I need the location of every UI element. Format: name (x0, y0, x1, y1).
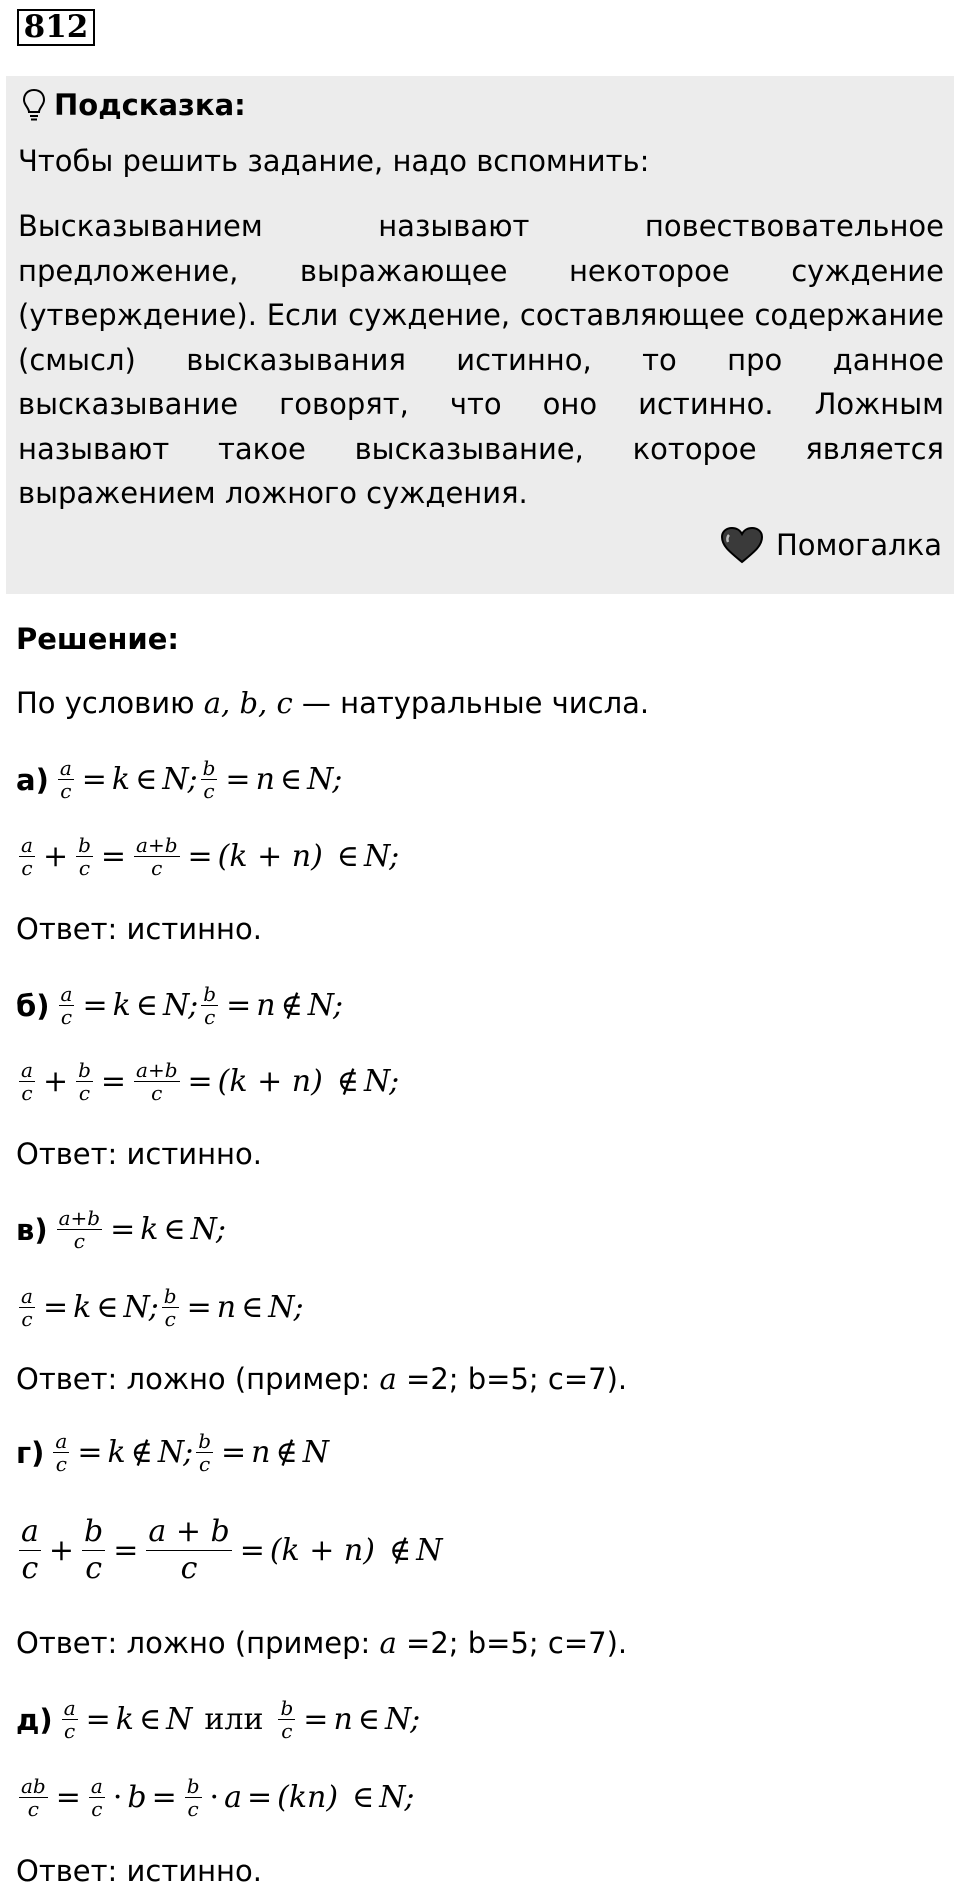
part-b-answer: Ответ: истинно. (16, 1137, 262, 1171)
part-g-line2: $\frac{a}{c}$ + $\frac{b}{c}$ = $\frac{a + b}{c}$ = (k + n) ∉ N (21, 1514, 443, 1586)
helper-link[interactable] (720, 526, 942, 564)
heart-icon (720, 526, 764, 564)
part-d-label: д) (16, 1702, 53, 1737)
lightbulb-icon (22, 88, 46, 122)
hint-intro: Чтобы решить задание, надо вспомнить: (18, 144, 650, 178)
solution-condition: По условию a, b, c — натуральные числа. (16, 686, 650, 720)
part-g-label: г) (16, 1435, 45, 1470)
part-g-line1: г) $\frac{a}{c}$ = k ∉ N; $\frac{b}{c}$ = n ∉ N (16, 1429, 329, 1476)
part-v-line2: $\frac{a}{c}$ = k ∈ N; $\frac{b}{c}$ = n ∈ N; (21, 1284, 304, 1331)
part-b-line2: $\frac{a}{c}$ + $\frac{b}{c}$ = $\frac{a+b}{c}$ = (k + n) ∉ N; (21, 1058, 400, 1105)
part-a-label: а) (16, 762, 49, 797)
part-g-answer: Ответ: ложно (пример: a =2; b=5; c=7). (16, 1626, 628, 1660)
part-d-line2: $\frac{ab}{c}$ = $\frac{a}{c}$ · b = $\frac{b}{c}$ · a = (kn) ∈ N; (21, 1774, 415, 1821)
hint-panel (6, 76, 954, 594)
task-number: 812 (17, 9, 95, 46)
formula-fraction: $\frac{b}{c}$ (202, 756, 216, 803)
part-v-line1: в) $\frac{a+b}{c}$ = k ∈ N; (16, 1206, 226, 1253)
part-v-label: в) (16, 1212, 48, 1247)
part-a-answer: Ответ: истинно. (16, 912, 262, 946)
formula-fraction: $\frac{a}{c}$ (59, 756, 72, 803)
hint-body: Высказыванием называют повествовательное предложение, выражающее некоторое суждение (утверждение). Если суждение, составляющее содержание (смысл) высказывания истинно, то про данное высказывание говорят, что оно истинно. Ложным называют такое высказывание, которое является выражением ложного суждения. (18, 209, 944, 510)
part-a-line2: $\frac{a}{c}$ + $\frac{b}{c}$ = $\frac{a+b}{c}$ = (k + n) ∈ N; (21, 833, 400, 880)
part-b-label: б) (16, 988, 50, 1023)
part-v-answer: Ответ: ложно (пример: a =2; b=5; c=7). (16, 1362, 628, 1396)
helper-label[interactable]: Помогалка (776, 528, 942, 562)
part-d-answer: Ответ: истинно. (16, 1854, 262, 1888)
part-b-line1: б) $\frac{a}{c}$ = k ∈ N; $\frac{b}{c}$ = n ∉ N; (16, 982, 344, 1029)
solution-title: Решение: (16, 622, 180, 656)
or-word: или (204, 1702, 264, 1737)
part-a-line1: а) $\frac{a}{c}$ = k ∈ N; $\frac{b}{c}$ = n ∈ N; (16, 756, 343, 803)
part-d-line1: д) $\frac{a}{c}$ = k ∈ N или $\frac{b}{c}$ = n ∈ N; (16, 1696, 421, 1743)
hint-title: Подсказка: (54, 88, 246, 122)
hint-header (22, 88, 246, 122)
